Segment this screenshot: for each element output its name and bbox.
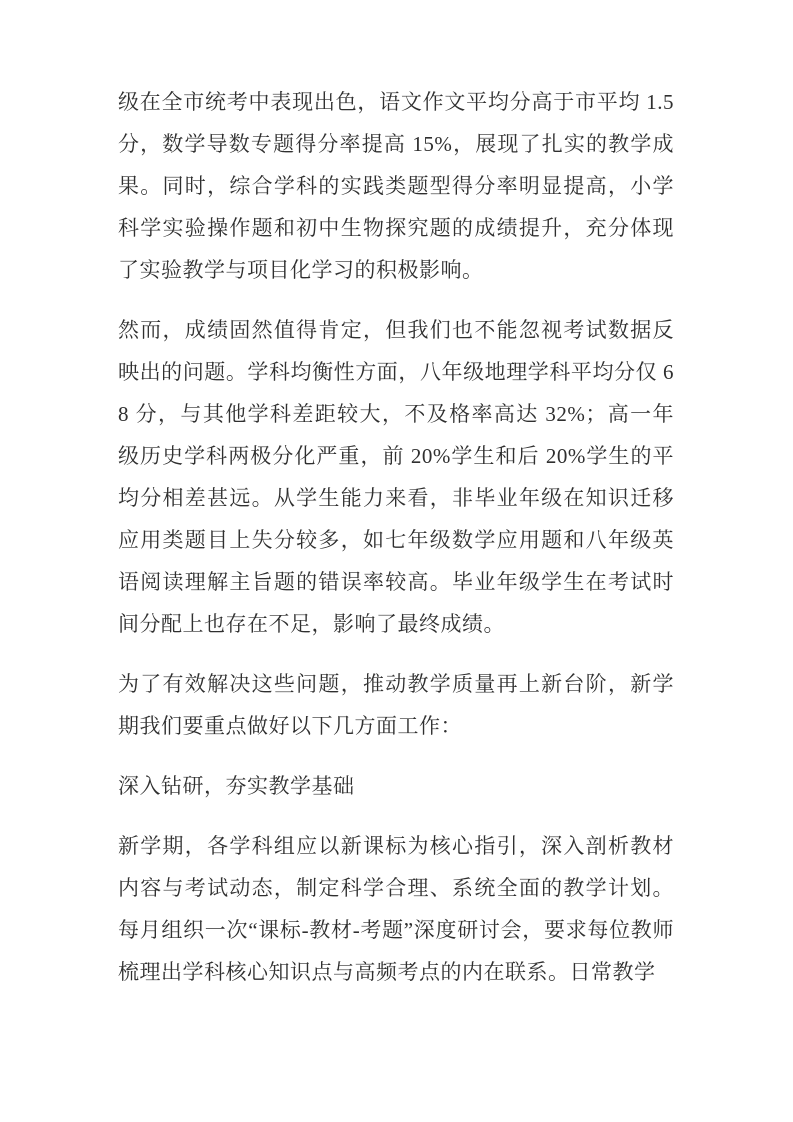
document-text-block [118, 81, 674, 993]
paragraph-exam-problems: 然而，成绩固然值得肯定，但我们也不能忽视考试数据反映出的问题。学科均衡性方面，八年级地理学科平均分仅 68 分，与其他学科差距较大，不及格率高达 32%；高一年级历史学科两极分化严重，前 20%学生和后 20%学生的平均分相差甚远。从学生能力来看，非毕业年级在知识迁移应用类题目上失分较多，如七年级数学应用题和八年级英语阅读理解主旨题的错误率较高。毕业年级学生在考试时间分配上也存在不足，影响了最终成绩。 [118, 318, 674, 636]
section-heading-teaching-foundation: 深入钻研，夯实教学基础 [118, 774, 355, 798]
paragraph-exam-achievements: 级在全市统考中表现出色，语文作文平均分高于市平均 1.5 分，数学导数专题得分率提高 15%，展现了扎实的教学成果。同时，综合学科的实践类题型得分率明显提高，小学科学实验操作题和初中生物探究题的成绩提升，充分体现了实验教学与项目化学习的积极影响。 [118, 90, 674, 282]
paragraph-transition-statement: 为了有效解决这些问题，推动教学质量再上新台阶，新学期我们要重点做好以下几方面工作： [118, 672, 674, 738]
paragraph-new-term-plan: 新学期，各学科组应以新课标为核心指引，深入剖析教材内容与考试动态，制定科学合理、系统全面的教学计划。每月组织一次“课标-教材-考题”深度研讨会，要求每位教师梳理出学科核心知识点与高频考点的内在联系。日常教学 [118, 834, 674, 984]
